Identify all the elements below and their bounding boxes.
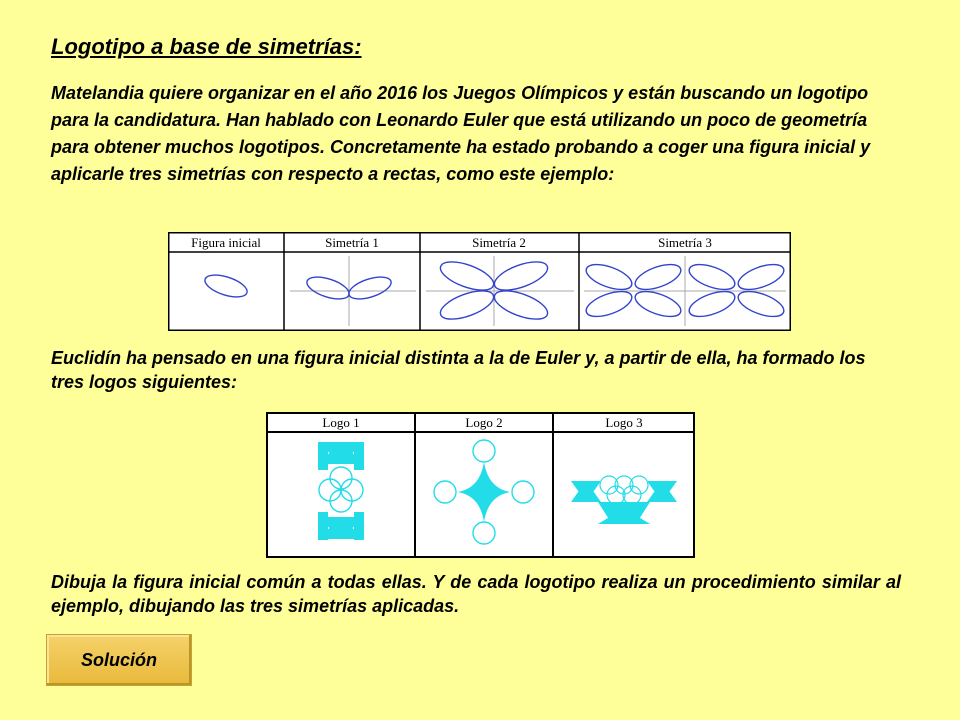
euler-symmetry-figure (168, 232, 791, 331)
logo-3-shape (571, 476, 677, 524)
euler-header-initial: Figura inicial (191, 235, 261, 250)
logos-figure (266, 412, 695, 558)
intro-paragraph: Matelandia quiere organizar en el año 2016 los Juegos Olímpicos y están buscando un logotipo para la candidatura. Han hablado con Leonardo Euler que está utilizando un poco de geometría para obtener muchos logotipos. Concretamente ha estado probando a coger una figura inicial y aplicarle tres simetrías con respecto a rectas, como este ejemplo: (51, 83, 871, 184)
euclidin-paragraph: Euclidín ha pensado en una figura inicial distinta a la de Euler y, a partir de ella, ha formado los tres logos siguientes: (51, 348, 866, 392)
logo-header-1: Logo 1 (322, 415, 360, 430)
logo-header-3: Logo 3 (605, 415, 643, 430)
logo-2-shape (434, 440, 534, 544)
task-paragraph: Dibuja la figura inicial común a todas ellas. Y de cada logotipo realiza un procedimiento similar al ejemplo, dibujando las tres simetrías aplicadas. (51, 572, 901, 616)
solution-button[interactable]: Solución (46, 634, 192, 686)
euler-header-sym3: Simetría 3 (658, 235, 712, 250)
euler-symmetry-2-shape (426, 256, 574, 326)
euler-initial-ellipse (202, 271, 249, 302)
euler-header-sym2: Simetría 2 (472, 235, 526, 250)
euler-symmetry-1-shape (290, 256, 416, 326)
euler-header-sym1: Simetría 1 (325, 235, 379, 250)
logo-1-shape (318, 442, 364, 540)
euler-symmetry-3-shape (583, 256, 787, 326)
logo-header-2: Logo 2 (465, 415, 503, 430)
page-title: Logotipo a base de simetrías: (51, 34, 362, 59)
